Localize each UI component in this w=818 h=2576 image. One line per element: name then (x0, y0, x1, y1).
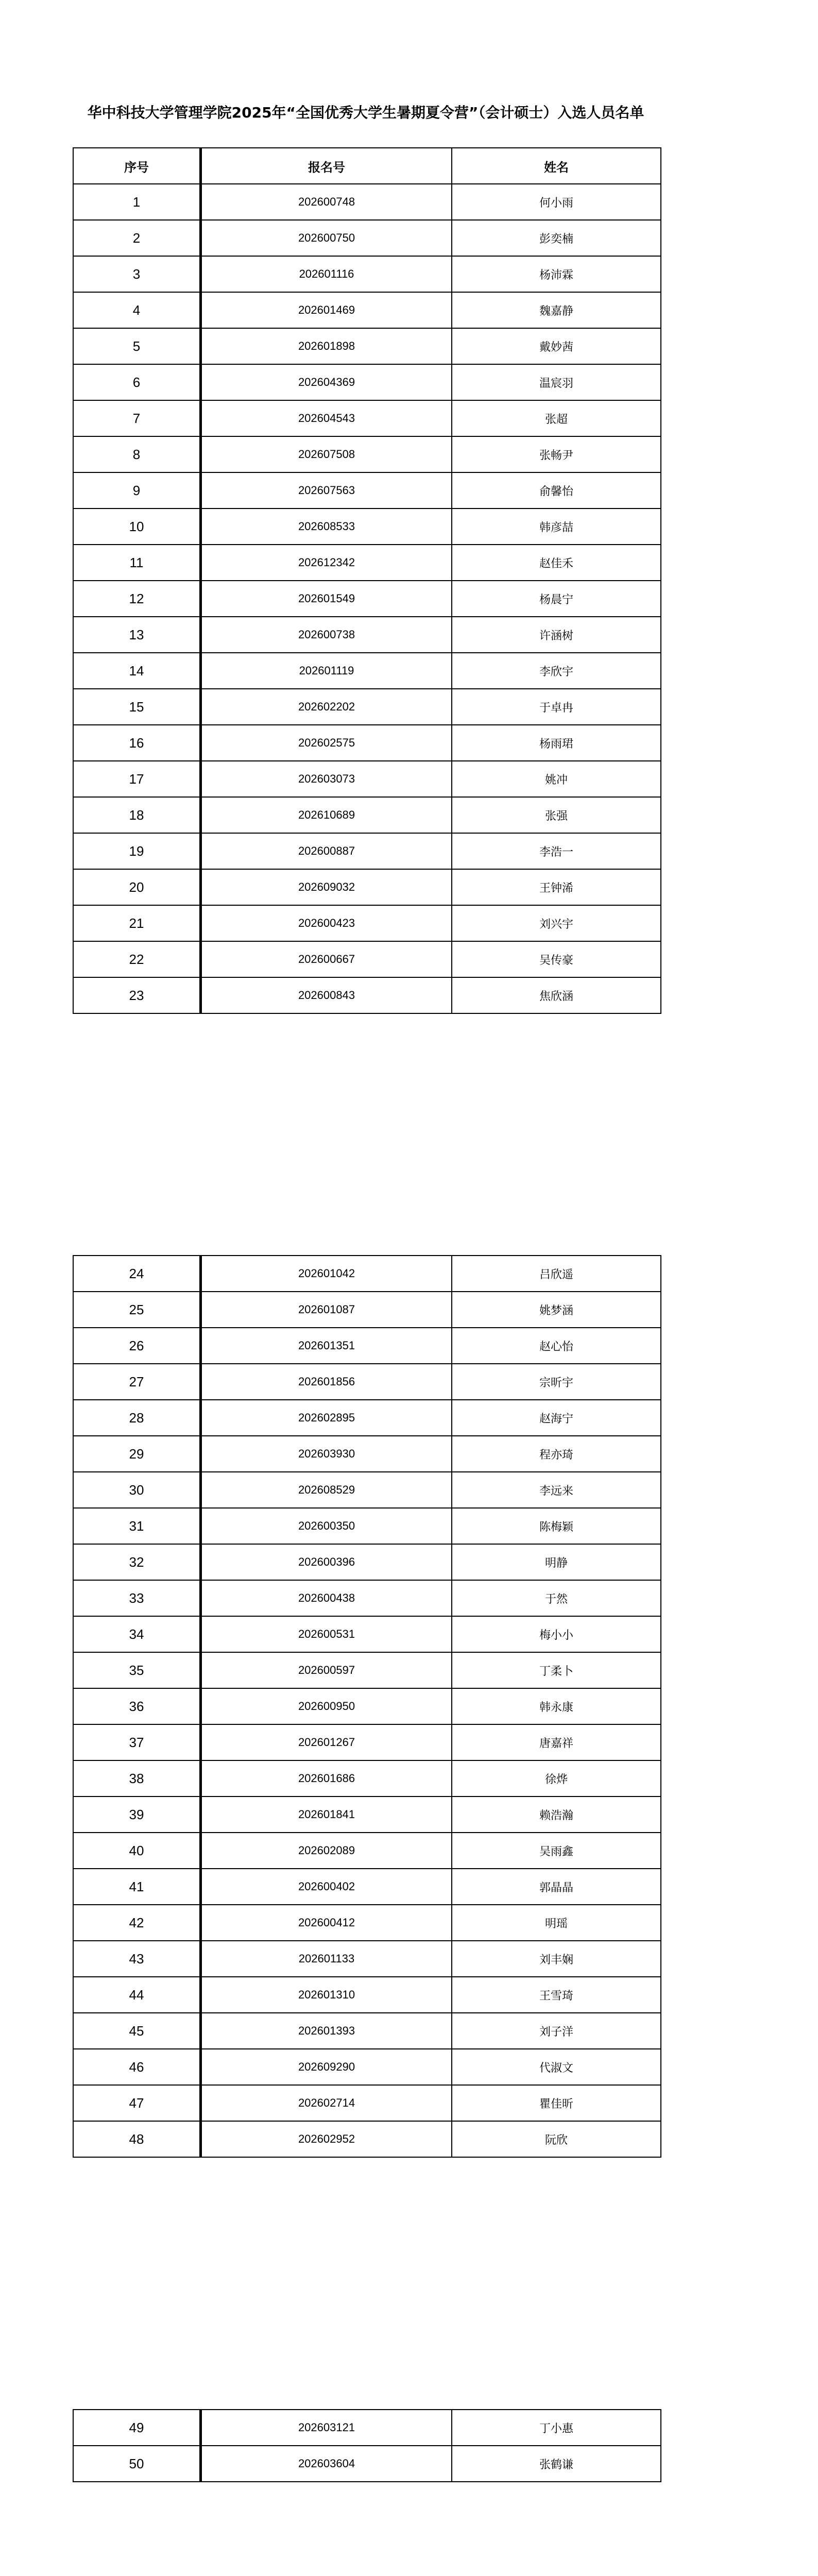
result-table-page-1 (73, 147, 661, 1014)
row-index-cell: 6 (73, 364, 201, 400)
row-name-cell: 刘兴宇 (452, 905, 661, 941)
row-name-cell: 刘子洋 (452, 2013, 661, 2049)
row-name-cell: 李远来 (452, 1472, 661, 1508)
row-index-cell: 36 (73, 1688, 201, 1724)
row-name-cell: 陈梅颖 (452, 1508, 661, 1544)
row-index-cell: 27 (73, 1364, 201, 1400)
row-index-cell: 23 (73, 977, 201, 1013)
row-index-cell: 21 (73, 905, 201, 941)
row-reg-no-cell: 202600750 (201, 220, 452, 256)
row-reg-no-cell: 202601549 (201, 581, 452, 617)
table-row (73, 472, 661, 509)
row-index-cell: 48 (73, 2121, 201, 2157)
row-index-cell: 39 (73, 1797, 201, 1833)
table-row (73, 689, 661, 725)
row-index-cell: 20 (73, 869, 201, 905)
row-reg-no-cell: 202600597 (201, 1652, 452, 1688)
row-reg-no-cell: 202607508 (201, 436, 452, 472)
row-index-cell: 29 (73, 1436, 201, 1472)
row-reg-no-cell: 202600350 (201, 1508, 452, 1544)
row-reg-no-cell: 202608533 (201, 509, 452, 545)
row-reg-no-cell: 202603604 (201, 2446, 452, 2482)
row-reg-no-cell: 202601116 (201, 256, 452, 292)
row-index-cell: 40 (73, 1833, 201, 1869)
table-row (73, 1472, 661, 1508)
row-name-cell: 彭奕楠 (452, 220, 661, 256)
row-index-cell: 7 (73, 400, 201, 436)
row-name-cell: 赵海宁 (452, 1400, 661, 1436)
table-row (73, 797, 661, 833)
row-name-cell: 郭晶晶 (452, 1869, 661, 1905)
row-reg-no-cell: 202600738 (201, 617, 452, 653)
row-name-cell: 杨沛霖 (452, 256, 661, 292)
row-reg-no-cell: 202600531 (201, 1616, 452, 1652)
table-row (73, 2410, 661, 2446)
row-reg-no-cell: 202600843 (201, 977, 452, 1013)
row-index-cell: 49 (73, 2410, 201, 2446)
table-row (73, 1436, 661, 1472)
row-name-cell: 王雪琦 (452, 1977, 661, 2013)
table-row (73, 1724, 661, 1760)
row-reg-no-cell: 202604543 (201, 400, 452, 436)
table-row (73, 2121, 661, 2157)
table-row (73, 2446, 661, 2482)
table-row (73, 1400, 661, 1436)
row-reg-no-cell: 202603121 (201, 2410, 452, 2446)
table-row (73, 436, 661, 472)
row-name-cell: 梅小小 (452, 1616, 661, 1652)
row-index-cell: 25 (73, 1292, 201, 1328)
table-row (73, 869, 661, 905)
row-index-cell: 35 (73, 1652, 201, 1688)
row-reg-no-cell: 202608529 (201, 1472, 452, 1508)
table-row (73, 1977, 661, 2013)
row-index-cell: 50 (73, 2446, 201, 2482)
row-name-cell: 韩永康 (452, 1688, 661, 1724)
table-row (73, 905, 661, 941)
table-row (73, 1544, 661, 1580)
row-reg-no-cell: 202601686 (201, 1760, 452, 1797)
row-name-cell: 于然 (452, 1580, 661, 1616)
row-name-cell: 姚冲 (452, 761, 661, 797)
row-name-cell: 李欣宇 (452, 653, 661, 689)
table-row (73, 2013, 661, 2049)
row-name-cell: 焦欣涵 (452, 977, 661, 1013)
row-reg-no-cell: 202600423 (201, 905, 452, 941)
row-index-cell: 43 (73, 1941, 201, 1977)
row-name-cell: 赵心怡 (452, 1328, 661, 1364)
row-reg-no-cell: 202601087 (201, 1292, 452, 1328)
row-index-cell: 3 (73, 256, 201, 292)
row-index-cell: 31 (73, 1508, 201, 1544)
row-reg-no-cell: 202602202 (201, 689, 452, 725)
row-name-cell: 俞馨怡 (452, 472, 661, 509)
row-index-cell: 14 (73, 653, 201, 689)
row-name-cell: 姚梦涵 (452, 1292, 661, 1328)
row-reg-no-cell: 202600667 (201, 941, 452, 977)
row-reg-no-cell: 202601119 (201, 653, 452, 689)
table-row (73, 617, 661, 653)
row-reg-no-cell: 202604369 (201, 364, 452, 400)
row-index-cell: 4 (73, 292, 201, 328)
row-name-cell: 宗昕宇 (452, 1364, 661, 1400)
row-index-cell: 17 (73, 761, 201, 797)
row-index-cell: 42 (73, 1905, 201, 1941)
row-index-cell: 19 (73, 833, 201, 869)
table-row (73, 256, 661, 292)
table-row (73, 1364, 661, 1400)
row-reg-no-cell: 202600748 (201, 184, 452, 220)
row-name-cell: 赵佳禾 (452, 545, 661, 581)
table-row (73, 184, 661, 220)
row-reg-no-cell: 202601856 (201, 1364, 452, 1400)
row-name-cell: 杨雨珺 (452, 725, 661, 761)
row-reg-no-cell: 202600950 (201, 1688, 452, 1724)
row-name-cell: 张超 (452, 400, 661, 436)
row-index-cell: 44 (73, 1977, 201, 2013)
row-reg-no-cell: 202612342 (201, 545, 452, 581)
row-reg-no-cell: 202600412 (201, 1905, 452, 1941)
row-index-cell: 46 (73, 2049, 201, 2085)
row-name-cell: 吴传豪 (452, 941, 661, 977)
row-name-cell: 程亦琦 (452, 1436, 661, 1472)
row-reg-no-cell: 202600438 (201, 1580, 452, 1616)
table-row (73, 1616, 661, 1652)
table-row (73, 761, 661, 797)
table-row (73, 1941, 661, 1977)
row-index-cell: 28 (73, 1400, 201, 1436)
row-name-cell: 许涵树 (452, 617, 661, 653)
row-index-cell: 11 (73, 545, 201, 581)
table-row (73, 1292, 661, 1328)
header-name: 姓名 (452, 148, 661, 184)
row-reg-no-cell: 202601469 (201, 292, 452, 328)
table-row (73, 1797, 661, 1833)
row-reg-no-cell: 202603073 (201, 761, 452, 797)
row-index-cell: 5 (73, 328, 201, 364)
table-row (73, 581, 661, 617)
row-index-cell: 18 (73, 797, 201, 833)
row-name-cell: 张畅尹 (452, 436, 661, 472)
row-name-cell: 于卓冉 (452, 689, 661, 725)
row-name-cell: 戴妙茜 (452, 328, 661, 364)
row-index-cell: 13 (73, 617, 201, 653)
table-row (73, 1688, 661, 1724)
table-row (73, 400, 661, 436)
row-reg-no-cell: 202610689 (201, 797, 452, 833)
row-name-cell: 韩彦喆 (452, 509, 661, 545)
row-index-cell: 9 (73, 472, 201, 509)
row-reg-no-cell: 202601393 (201, 2013, 452, 2049)
row-index-cell: 10 (73, 509, 201, 545)
row-index-cell: 22 (73, 941, 201, 977)
table-row (73, 977, 661, 1013)
table-row (73, 1905, 661, 1941)
row-index-cell: 47 (73, 2085, 201, 2121)
row-index-cell: 38 (73, 1760, 201, 1797)
row-index-cell: 26 (73, 1328, 201, 1364)
table-row (73, 545, 661, 581)
row-name-cell: 何小雨 (452, 184, 661, 220)
row-index-cell: 30 (73, 1472, 201, 1508)
table-row (73, 1580, 661, 1616)
row-name-cell: 丁柔卜 (452, 1652, 661, 1688)
row-name-cell: 王钟浠 (452, 869, 661, 905)
row-reg-no-cell: 202601133 (201, 1941, 452, 1977)
header-index: 序号 (73, 148, 201, 184)
table-header-row (73, 148, 661, 184)
row-reg-no-cell: 202602714 (201, 2085, 452, 2121)
row-index-cell: 16 (73, 725, 201, 761)
row-reg-no-cell: 202609032 (201, 869, 452, 905)
table-row (73, 2049, 661, 2085)
row-reg-no-cell: 202601267 (201, 1724, 452, 1760)
result-table-page-3 (73, 2409, 661, 2482)
header-reg-no: 报名号 (201, 148, 452, 184)
row-index-cell: 1 (73, 184, 201, 220)
table-row (73, 292, 661, 328)
table-row (73, 1652, 661, 1688)
table-row (73, 1833, 661, 1869)
row-name-cell: 唐嘉祥 (452, 1724, 661, 1760)
row-name-cell: 张鹤谦 (452, 2446, 661, 2482)
row-reg-no-cell: 202601351 (201, 1328, 452, 1364)
row-name-cell: 丁小惠 (452, 2410, 661, 2446)
row-index-cell: 2 (73, 220, 201, 256)
table-row (73, 833, 661, 869)
table-row (73, 328, 661, 364)
row-name-cell: 李浩一 (452, 833, 661, 869)
row-reg-no-cell: 202602895 (201, 1400, 452, 1436)
row-index-cell: 32 (73, 1544, 201, 1580)
table-row (73, 1256, 661, 1292)
table-row (73, 1869, 661, 1905)
row-name-cell: 明静 (452, 1544, 661, 1580)
table-row (73, 1328, 661, 1364)
row-name-cell: 吕欣遥 (452, 1256, 661, 1292)
row-index-cell: 24 (73, 1256, 201, 1292)
row-reg-no-cell: 202602575 (201, 725, 452, 761)
row-index-cell: 34 (73, 1616, 201, 1652)
row-name-cell: 魏嘉静 (452, 292, 661, 328)
row-reg-no-cell: 202601310 (201, 1977, 452, 2013)
table-row (73, 725, 661, 761)
row-reg-no-cell: 202601898 (201, 328, 452, 364)
table-row (73, 1760, 661, 1797)
row-reg-no-cell: 202601841 (201, 1797, 452, 1833)
page-title: 华中科技大学管理学院2025年“全国优秀大学生暑期夏令营”（会计硕士）入选人员名单 (87, 104, 644, 121)
row-index-cell: 41 (73, 1869, 201, 1905)
table-row (73, 509, 661, 545)
row-reg-no-cell: 202602089 (201, 1833, 452, 1869)
row-reg-no-cell: 202602952 (201, 2121, 452, 2157)
row-name-cell: 杨晨宁 (452, 581, 661, 617)
row-reg-no-cell: 202603930 (201, 1436, 452, 1472)
row-reg-no-cell: 202600887 (201, 833, 452, 869)
row-name-cell: 温宸羽 (452, 364, 661, 400)
row-reg-no-cell: 202607563 (201, 472, 452, 509)
table-row (73, 941, 661, 977)
row-name-cell: 明瑶 (452, 1905, 661, 1941)
row-name-cell: 张强 (452, 797, 661, 833)
table-row (73, 220, 661, 256)
table-row (73, 2085, 661, 2121)
row-index-cell: 8 (73, 436, 201, 472)
table-row (73, 364, 661, 400)
row-name-cell: 徐烨 (452, 1760, 661, 1797)
table-row (73, 1508, 661, 1544)
row-name-cell: 刘丰娴 (452, 1941, 661, 1977)
row-index-cell: 15 (73, 689, 201, 725)
row-name-cell: 吴雨鑫 (452, 1833, 661, 1869)
row-reg-no-cell: 202600402 (201, 1869, 452, 1905)
row-index-cell: 12 (73, 581, 201, 617)
row-name-cell: 代淑文 (452, 2049, 661, 2085)
row-index-cell: 37 (73, 1724, 201, 1760)
table-row (73, 653, 661, 689)
row-reg-no-cell: 202600396 (201, 1544, 452, 1580)
row-index-cell: 33 (73, 1580, 201, 1616)
row-name-cell: 瞿佳昕 (452, 2085, 661, 2121)
result-table-page-2 (73, 1255, 661, 2158)
row-name-cell: 阮欣 (452, 2121, 661, 2157)
row-name-cell: 赖浩瀚 (452, 1797, 661, 1833)
row-index-cell: 45 (73, 2013, 201, 2049)
row-reg-no-cell: 202601042 (201, 1256, 452, 1292)
row-reg-no-cell: 202609290 (201, 2049, 452, 2085)
